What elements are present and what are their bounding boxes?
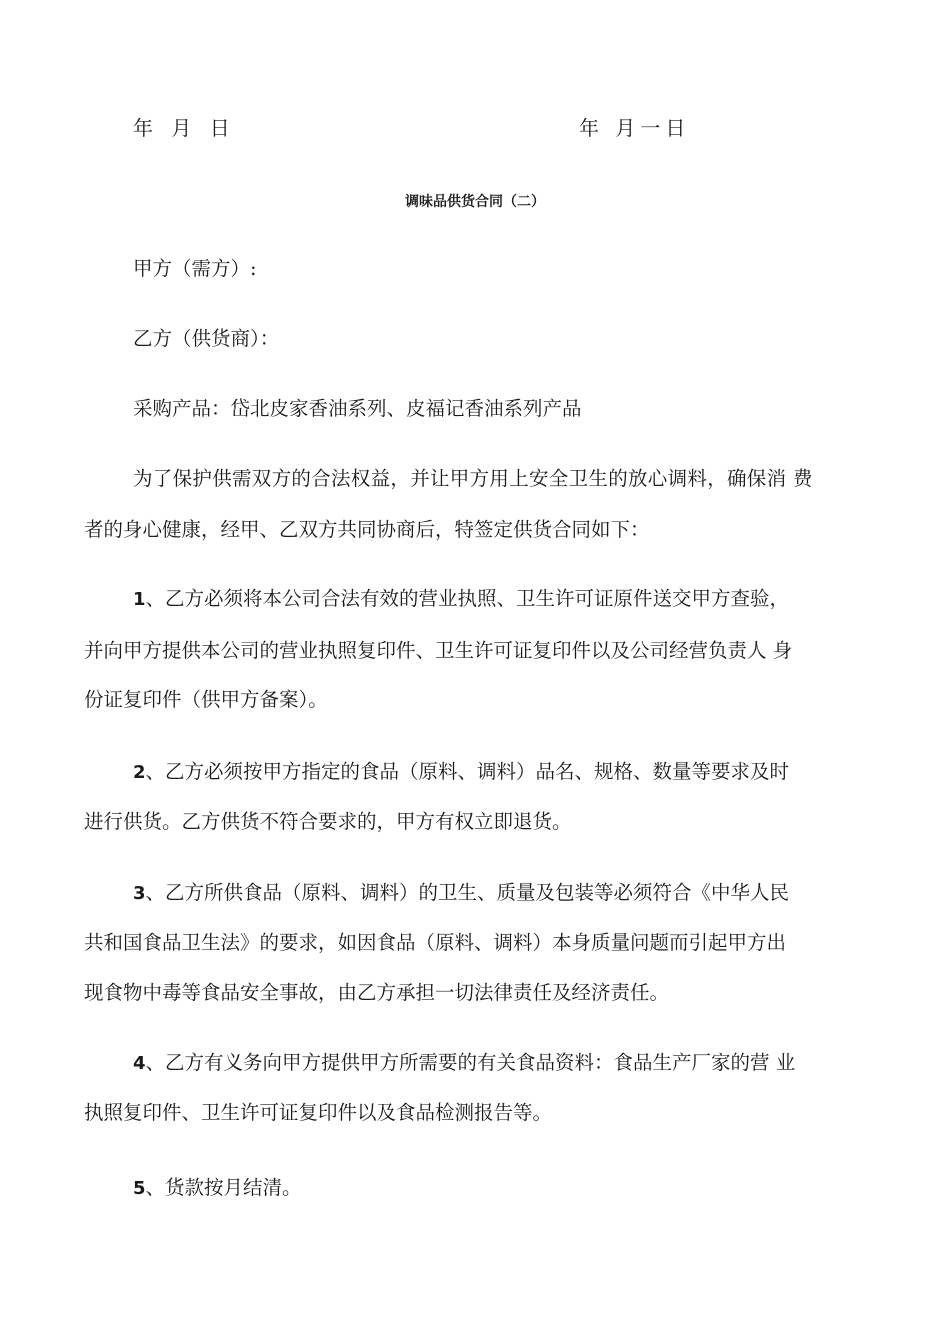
clause-3-text-1: 、乙方所供食品（原料、调料）的卫生、质量及包装等必须符合《中华人民 (145, 881, 790, 904)
clause-1-text-1: 、乙方必须将本公司合法有效的营业执照、卫生许可证原件送交甲方查验， (145, 587, 790, 610)
clause-2-line-1 (133, 762, 933, 782)
clause-4-text-1: 、乙方有义务向甲方提供甲方所需要的有关食品资料：食品生产厂家的营 业 (145, 1051, 796, 1074)
party-b-line: 乙方（供货商）： (133, 327, 280, 350)
clause-1-line-1 (133, 589, 933, 609)
clause-1-number: 1 (133, 589, 146, 610)
clause-5-text-1: 、货款按月结清。 (145, 1176, 302, 1199)
clause-2-text-1: 、乙方必须按甲方指定的食品（原料、调料）品名、规格、数量等要求及时 (145, 760, 790, 783)
clause-4-number: 4 (133, 1053, 146, 1074)
clause-5-number: 5 (133, 1178, 146, 1199)
clause-4-line-2: 执照复印件、卫生许可证复印件以及食品检测报告等。 (84, 1101, 553, 1124)
party-a-line: 甲方（需方）: (133, 257, 257, 280)
clause-3-number: 3 (133, 883, 146, 904)
clause-4-line-1 (133, 1053, 933, 1073)
intro-line-1: 为了保护供需双方的合法权益，并让甲方用上安全卫生的放心调料，确保消 费 (133, 467, 813, 490)
clause-3-line-1 (133, 883, 933, 903)
document-title: 调味品供货合同（二） (405, 194, 545, 210)
clause-1-line-3: 份证复印件（供甲方备案）。 (84, 688, 328, 711)
signature-date-right: 年 月一日 (579, 116, 691, 140)
clause-5-line-1 (133, 1178, 933, 1198)
clause-2-line-2: 进行供货。乙方供货不符合要求的，甲方有权立即退货。 (84, 810, 572, 833)
signature-date-left: 年 月 日 (133, 116, 236, 140)
clause-1-line-2: 并向甲方提供本公司的营业执照复印件、卫生许可证复印件以及公司经营负责人 身 (84, 639, 793, 662)
clause-3-line-2: 共和国食品卫生法》的要求，如因食品（原料、调料）本身质量问题而引起甲方出 (84, 931, 787, 954)
intro-line-2: 者的身心健康，经甲、乙双方共同协商后，特签定供货合同如下： (84, 518, 650, 541)
clause-3-line-3: 现食物中毒等食品安全事故，由乙方承担一切法律责任及经济责任。 (84, 981, 670, 1004)
product-line: 采购产品：岱北皮家香油系列、皮福记香油系列产品 (133, 397, 582, 420)
clause-2-number: 2 (133, 762, 146, 783)
